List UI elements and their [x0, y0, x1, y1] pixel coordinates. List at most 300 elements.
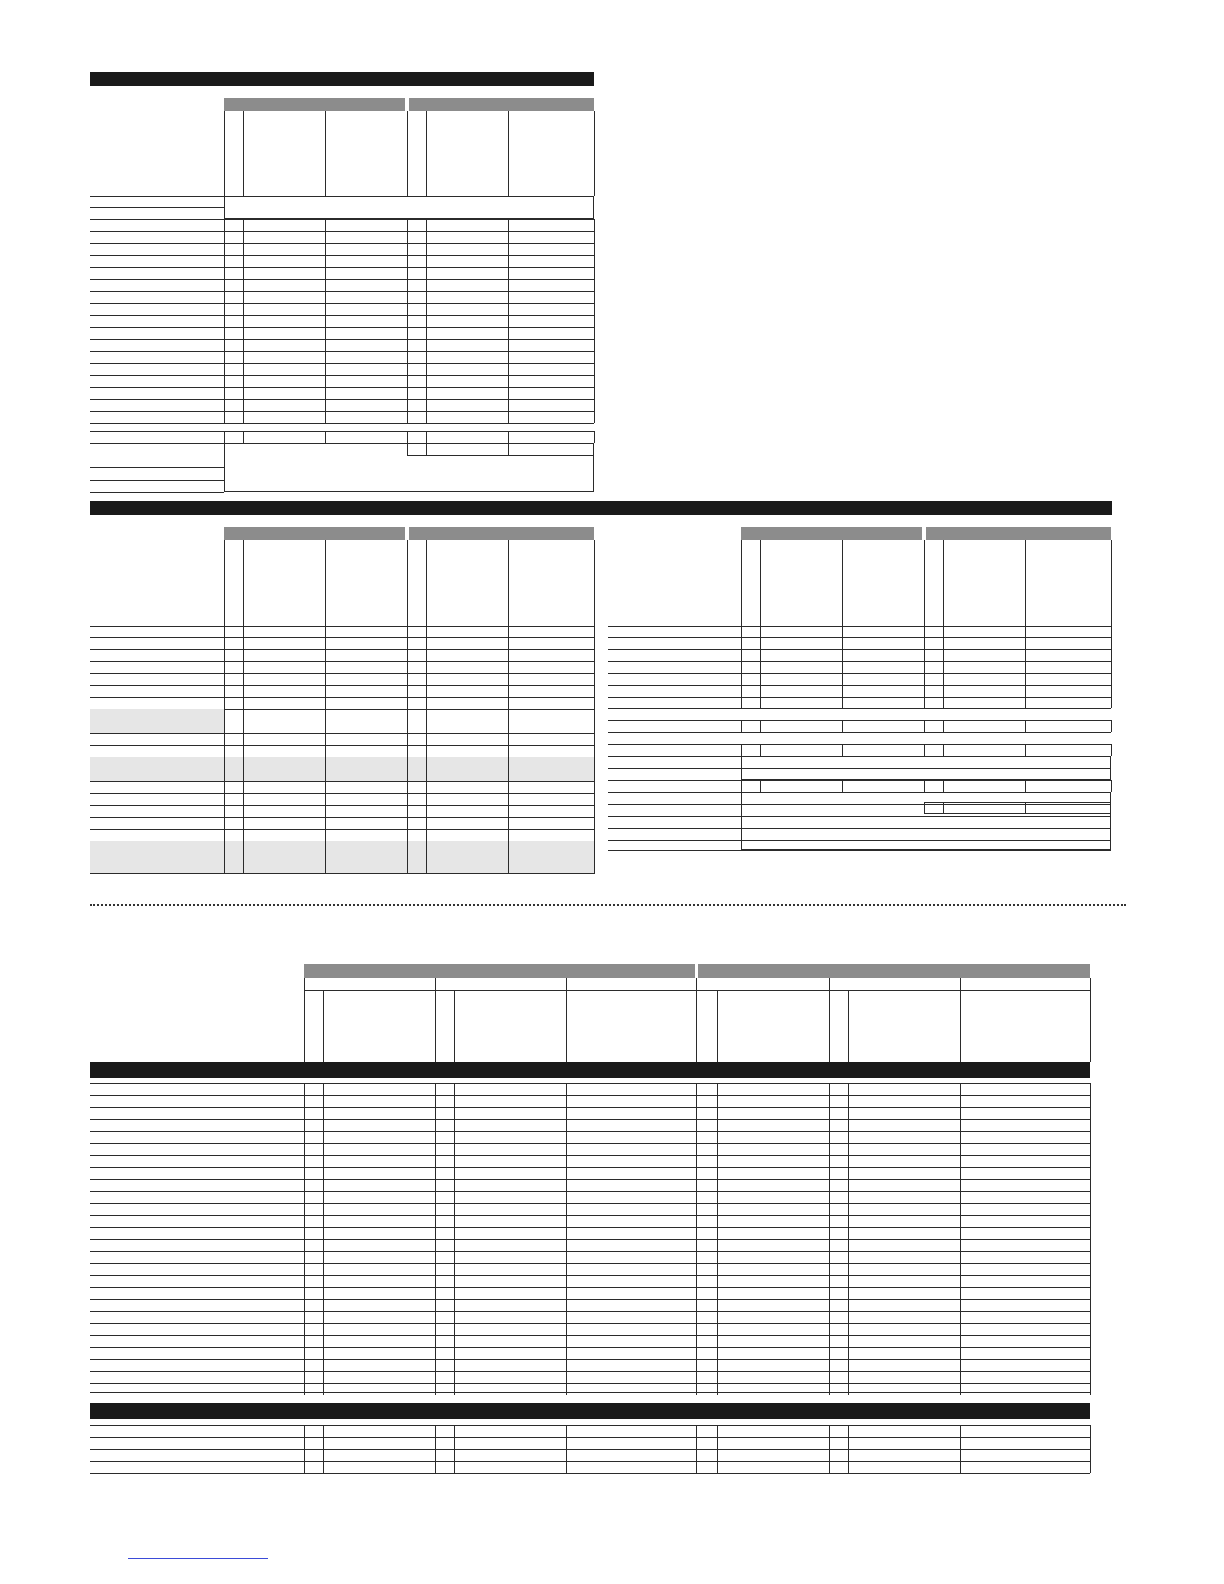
cell-rule — [1090, 1437, 1091, 1449]
table-row — [608, 673, 1111, 674]
cell-rule — [323, 1287, 324, 1299]
cell-rule — [304, 1155, 305, 1167]
entry-cell[interactable] — [408, 388, 426, 398]
table-row — [90, 1143, 1090, 1144]
cell-rule — [717, 1359, 718, 1371]
entry-cell[interactable] — [244, 412, 325, 422]
cell-rule — [566, 1131, 567, 1143]
entry-cell[interactable] — [326, 328, 407, 338]
cell-rule — [323, 1311, 324, 1323]
cell-rule — [1090, 1203, 1091, 1215]
cell-rule — [717, 1275, 718, 1287]
entry-cell[interactable] — [225, 388, 243, 398]
column-rule — [508, 841, 509, 873]
entry-cell[interactable] — [427, 220, 508, 230]
column-rule — [323, 990, 324, 1062]
cell-rule — [454, 1179, 455, 1191]
shaded-row — [90, 841, 594, 873]
entry-cell[interactable] — [427, 340, 508, 350]
cell-rule — [594, 291, 595, 303]
total-cell[interactable] — [924, 802, 1111, 814]
entry-cell[interactable] — [408, 232, 426, 242]
cell-rule — [566, 1311, 567, 1323]
cell-rule — [454, 1449, 455, 1461]
column-rule — [943, 720, 944, 732]
cell-rule — [960, 1215, 961, 1227]
cell-rule — [304, 1323, 305, 1335]
table-row — [90, 1359, 1090, 1360]
entry-cell[interactable] — [427, 412, 508, 422]
cell-rule — [435, 1287, 436, 1299]
entry-cell[interactable] — [326, 364, 407, 374]
column-group-header — [224, 527, 405, 540]
cell-rule — [717, 1299, 718, 1311]
entry-cell[interactable] — [509, 340, 594, 350]
entry-cell[interactable] — [509, 244, 594, 254]
entry-cell[interactable] — [244, 352, 325, 362]
header-column-rule — [243, 111, 244, 196]
entry-cell[interactable] — [326, 340, 407, 350]
cell-rule — [435, 1155, 436, 1167]
entry-cell[interactable] — [225, 220, 243, 230]
cell-rule — [435, 1215, 436, 1227]
cell-rule — [848, 1191, 849, 1203]
cell-rule — [1090, 1359, 1091, 1371]
entry-cell[interactable] — [244, 220, 325, 230]
entry-cell[interactable] — [225, 316, 243, 326]
column-rule — [741, 744, 742, 756]
cell-rule — [454, 1203, 455, 1215]
entry-cell[interactable] — [225, 364, 243, 374]
cell-rule — [566, 1359, 567, 1371]
cell-rule — [1090, 1167, 1091, 1179]
cell-rule — [717, 1239, 718, 1251]
entry-cell[interactable] — [427, 388, 508, 398]
column-rule — [243, 841, 244, 873]
entry-cell[interactable] — [326, 280, 407, 290]
entry-cell[interactable] — [427, 328, 508, 338]
entry-cell[interactable] — [427, 268, 508, 278]
entry-cell[interactable] — [509, 292, 594, 302]
entry-cell[interactable] — [225, 268, 243, 278]
cell-rule — [1090, 1251, 1091, 1263]
cell-rule — [454, 1107, 455, 1119]
cell-rule — [829, 1167, 830, 1179]
entry-cell[interactable] — [509, 376, 594, 386]
cell-rule — [960, 1119, 961, 1131]
cell-rule — [566, 1383, 567, 1395]
cell-rule — [696, 1461, 697, 1473]
cell-rule — [848, 1143, 849, 1155]
cell-rule — [829, 1131, 830, 1143]
cell-rule — [717, 1143, 718, 1155]
cell-rule — [304, 1203, 305, 1215]
cell-rule — [960, 1227, 961, 1239]
cell-rule — [848, 1311, 849, 1323]
entry-cell[interactable] — [509, 412, 594, 422]
entry-cell[interactable] — [244, 400, 325, 410]
cell-rule — [960, 1359, 961, 1371]
table-row — [90, 423, 594, 424]
entry-cell[interactable] — [427, 280, 508, 290]
cell-rule — [696, 1203, 697, 1215]
entry-cell[interactable] — [225, 376, 243, 386]
cell-rule — [960, 1143, 961, 1155]
entry-cell[interactable] — [408, 268, 426, 278]
entry-cell[interactable] — [244, 304, 325, 314]
column-rule — [1111, 780, 1112, 792]
entry-cell[interactable] — [225, 232, 243, 242]
entry-cell[interactable] — [509, 256, 594, 266]
entry-cell[interactable] — [509, 388, 594, 398]
entry-cell[interactable] — [225, 340, 243, 350]
table-row — [90, 1263, 1090, 1264]
entry-cell[interactable] — [244, 340, 325, 350]
entry-cell[interactable] — [509, 400, 594, 410]
cell-rule — [435, 1299, 436, 1311]
column-rule — [760, 720, 761, 732]
cell-rule — [594, 351, 595, 363]
entry-cell[interactable] — [326, 244, 407, 254]
column-rule — [566, 990, 567, 1062]
cell-rule — [566, 1437, 567, 1449]
entry-cell[interactable] — [225, 412, 243, 422]
table-row — [90, 1107, 1090, 1108]
cell-rule — [454, 1215, 455, 1227]
cell-rule — [454, 1263, 455, 1275]
cell-rule — [454, 1323, 455, 1335]
cell-rule — [1090, 1371, 1091, 1383]
cell-rule — [435, 1335, 436, 1347]
cell-rule — [829, 1251, 830, 1263]
cell-rule — [1090, 1425, 1091, 1437]
cell-rule — [323, 1155, 324, 1167]
cell-rule — [717, 1437, 718, 1449]
entry-cell[interactable] — [244, 328, 325, 338]
cell-rule — [829, 1203, 830, 1215]
header-column-rule — [224, 111, 225, 196]
cell-rule — [243, 431, 244, 443]
cell-rule — [1090, 1119, 1091, 1131]
cell-rule — [454, 1461, 455, 1473]
table-row — [90, 1323, 1090, 1324]
cell-rule — [304, 1437, 305, 1449]
entry-cell[interactable] — [408, 400, 426, 410]
cell-rule — [508, 431, 509, 443]
row-label-rule — [90, 467, 224, 468]
merged-note-cell — [224, 443, 594, 492]
cell-rule — [323, 1131, 324, 1143]
entry-cell[interactable] — [326, 352, 407, 362]
column-rule — [325, 757, 326, 781]
table-row — [90, 1215, 1090, 1216]
entry-cell[interactable] — [326, 256, 407, 266]
cell-rule — [566, 1239, 567, 1251]
cell-rule — [717, 1263, 718, 1275]
cell-rule — [435, 1263, 436, 1275]
entry-cell[interactable] — [326, 412, 407, 422]
cell-rule — [304, 1191, 305, 1203]
table-row — [90, 1437, 1090, 1438]
column-rule — [741, 540, 742, 708]
worksheet-part-header — [90, 1403, 1090, 1419]
entry-cell[interactable] — [509, 364, 594, 374]
cell-rule — [1090, 1335, 1091, 1347]
cell-rule — [696, 1263, 697, 1275]
cell-rule — [304, 1347, 305, 1359]
entry-cell[interactable] — [427, 244, 508, 254]
cell-rule — [323, 1119, 324, 1131]
cell-rule — [1090, 1461, 1091, 1473]
entry-cell[interactable] — [326, 304, 407, 314]
cell-rule — [696, 1449, 697, 1461]
entry-cell[interactable] — [408, 328, 426, 338]
cell-rule — [304, 1287, 305, 1299]
cell-rule — [848, 1347, 849, 1359]
table-row — [90, 1449, 1090, 1450]
cell-rule — [848, 1083, 849, 1095]
entry-cell[interactable] — [326, 220, 407, 230]
cell-rule — [696, 1275, 697, 1287]
entry-cell[interactable] — [427, 316, 508, 326]
entry-cell[interactable] — [326, 400, 407, 410]
cell-rule — [594, 219, 595, 231]
entry-cell[interactable] — [326, 388, 407, 398]
entry-cell[interactable] — [408, 364, 426, 374]
cell-rule — [848, 1215, 849, 1227]
table-row — [90, 1083, 1090, 1084]
entry-cell[interactable] — [326, 232, 407, 242]
cell-rule — [323, 1263, 324, 1275]
entry-cell[interactable] — [244, 280, 325, 290]
cell-rule — [717, 1287, 718, 1299]
entry-cell[interactable] — [427, 256, 508, 266]
entry-cell[interactable] — [225, 400, 243, 410]
cell-rule — [717, 1119, 718, 1131]
cell-rule — [960, 1179, 961, 1191]
entry-cell[interactable] — [509, 220, 594, 230]
cell-rule — [1090, 1239, 1091, 1251]
entry-cell[interactable] — [408, 280, 426, 290]
entry-cell[interactable] — [225, 292, 243, 302]
entry-cell[interactable] — [509, 232, 594, 242]
entry-cell[interactable] — [408, 220, 426, 230]
entry-cell[interactable] — [225, 256, 243, 266]
shaded-row — [90, 757, 594, 781]
column-rule — [1025, 802, 1026, 814]
column-rule — [943, 802, 944, 814]
entry-cell[interactable] — [427, 232, 508, 242]
cell-rule — [717, 1251, 718, 1263]
entry-cell[interactable] — [244, 388, 325, 398]
table-row — [90, 661, 594, 662]
entry-cell[interactable] — [326, 376, 407, 386]
table-row — [90, 697, 594, 698]
entry-cell[interactable] — [427, 364, 508, 374]
entry-cell[interactable] — [244, 232, 325, 242]
table-row — [90, 1461, 1090, 1462]
table-row — [90, 1335, 1090, 1336]
entry-cell[interactable] — [408, 292, 426, 302]
entry-cell[interactable] — [326, 292, 407, 302]
entry-cell[interactable] — [244, 244, 325, 254]
cell-rule — [594, 399, 595, 411]
entry-cell[interactable] — [408, 304, 426, 314]
table-row — [608, 708, 1111, 709]
cell-rule — [323, 1461, 324, 1473]
cell-rule — [717, 1179, 718, 1191]
cell-rule — [594, 387, 595, 399]
column-rule — [943, 744, 944, 756]
entry-cell[interactable] — [509, 352, 594, 362]
table-row — [90, 733, 594, 734]
entry-cell[interactable] — [244, 256, 325, 266]
entry-cell[interactable] — [427, 304, 508, 314]
cell-rule — [829, 1263, 830, 1275]
cell-rule — [696, 1215, 697, 1227]
cell-rule — [1090, 1323, 1091, 1335]
column-rule — [943, 780, 944, 792]
table-row — [608, 744, 1111, 745]
entry-cell[interactable] — [408, 340, 426, 350]
subgroup-rule — [1090, 978, 1091, 990]
cell-rule — [454, 1371, 455, 1383]
entry-cell[interactable] — [509, 268, 594, 278]
cell-rule — [848, 1335, 849, 1347]
header-column-rule — [594, 111, 595, 196]
entry-cell[interactable] — [244, 376, 325, 386]
cell-rule — [960, 1083, 961, 1095]
cell-rule — [323, 1179, 324, 1191]
entry-cell[interactable] — [509, 316, 594, 326]
table-row — [90, 1131, 1090, 1132]
cell-rule — [1090, 1107, 1091, 1119]
cell-rule — [304, 1167, 305, 1179]
table-row — [90, 873, 594, 874]
cell-rule — [304, 1383, 305, 1395]
table-row — [608, 732, 1111, 733]
entry-cell[interactable] — [244, 364, 325, 374]
column-rule — [741, 780, 742, 792]
column-rule — [243, 757, 244, 781]
cell-rule — [960, 1275, 961, 1287]
cell-rule — [566, 1143, 567, 1155]
cell-rule — [304, 1359, 305, 1371]
cell-rule — [848, 1425, 849, 1437]
cell-rule — [829, 1119, 830, 1131]
cell-rule — [454, 1311, 455, 1323]
entry-cell[interactable] — [408, 412, 426, 422]
entry-cell[interactable] — [244, 292, 325, 302]
cell-rule — [435, 1323, 436, 1335]
table-row — [90, 1275, 1090, 1276]
cell-rule — [304, 1299, 305, 1311]
entry-cell[interactable] — [509, 304, 594, 314]
cell-rule — [435, 1131, 436, 1143]
cell-rule — [960, 1191, 961, 1203]
column-rule — [1090, 990, 1091, 1062]
cell-rule — [696, 1335, 697, 1347]
cell-rule — [454, 1425, 455, 1437]
entry-cell[interactable] — [225, 352, 243, 362]
cell-rule — [717, 1449, 718, 1461]
cell-rule — [594, 279, 595, 291]
cell-rule — [1090, 1347, 1091, 1359]
column-rule — [454, 990, 455, 1062]
table-row — [608, 685, 1111, 686]
entry-cell[interactable] — [408, 256, 426, 266]
cell-rule — [960, 1347, 961, 1359]
cell-rule — [566, 1107, 567, 1119]
entry-cell[interactable] — [408, 376, 426, 386]
entry-cell[interactable] — [509, 280, 594, 290]
cell-rule — [829, 1371, 830, 1383]
column-rule — [943, 540, 944, 708]
merged-note-cell — [741, 756, 1111, 780]
entry-cell[interactable] — [225, 304, 243, 314]
entry-cell[interactable] — [244, 316, 325, 326]
cell-rule — [717, 1095, 718, 1107]
cell-rule — [960, 1323, 961, 1335]
entry-cell[interactable] — [225, 328, 243, 338]
table-row — [90, 626, 594, 627]
cell-rule — [696, 1083, 697, 1095]
table-row — [90, 1392, 1090, 1393]
cell-rule — [848, 1179, 849, 1191]
cell-rule — [1090, 1143, 1091, 1155]
link-underline[interactable] — [128, 1558, 268, 1559]
entry-cell[interactable] — [427, 352, 508, 362]
cell-rule — [304, 1335, 305, 1347]
column-rule — [304, 990, 305, 1062]
cell-rule — [304, 1251, 305, 1263]
column-rule — [594, 540, 595, 874]
entry-cell[interactable] — [408, 352, 426, 362]
cell-rule — [1090, 1191, 1091, 1203]
entry-cell[interactable] — [408, 244, 426, 254]
cell-rule — [696, 1179, 697, 1191]
entry-cell[interactable] — [427, 292, 508, 302]
cell-rule — [454, 1083, 455, 1095]
cell-rule — [594, 243, 595, 255]
entry-cell[interactable] — [225, 244, 243, 254]
cell-rule — [304, 1083, 305, 1095]
entry-cell[interactable] — [326, 316, 407, 326]
entry-cell[interactable] — [326, 268, 407, 278]
cell-rule — [435, 1239, 436, 1251]
entry-cell[interactable] — [509, 328, 594, 338]
cell-rule — [1090, 1263, 1091, 1275]
entry-cell[interactable] — [427, 400, 508, 410]
column-rule — [594, 757, 595, 781]
cell-rule — [960, 1167, 961, 1179]
cell-rule — [696, 1287, 697, 1299]
table-row — [90, 1371, 1090, 1372]
table-row — [90, 1347, 1090, 1348]
entry-cell[interactable] — [427, 376, 508, 386]
cell-rule — [829, 1335, 830, 1347]
cell-rule — [848, 1227, 849, 1239]
column-group-header — [741, 527, 922, 540]
cell-rule — [848, 1323, 849, 1335]
cell-rule — [829, 1449, 830, 1461]
table-row — [90, 685, 594, 686]
entry-cell[interactable] — [244, 268, 325, 278]
entry-cell[interactable] — [408, 316, 426, 326]
entry-cell[interactable] — [225, 280, 243, 290]
column-rule — [960, 990, 961, 1062]
cell-rule — [323, 1143, 324, 1155]
